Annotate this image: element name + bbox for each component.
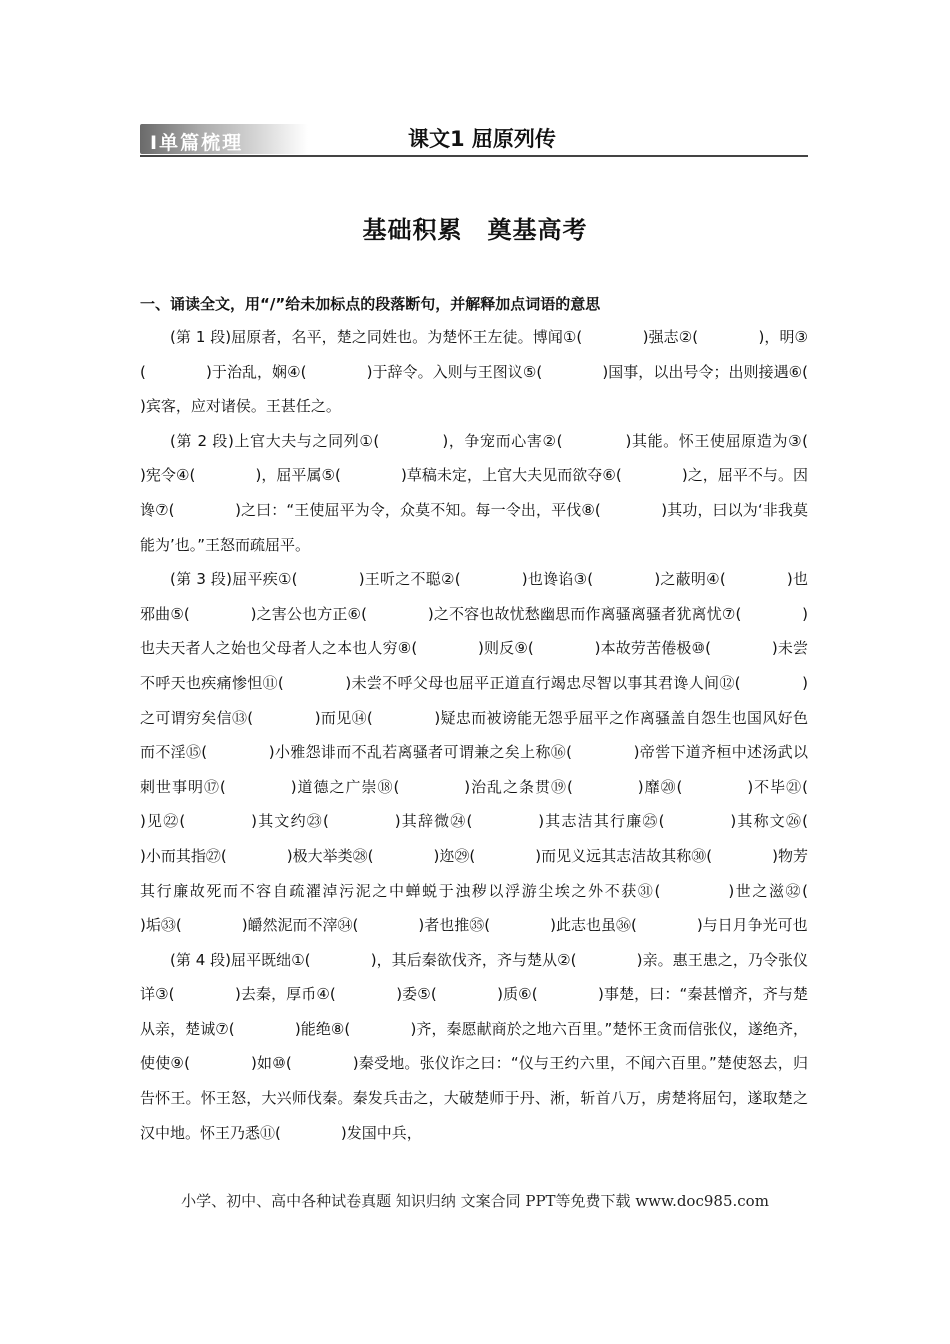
section-badge bbox=[140, 124, 308, 154]
paragraph-1: (第 1 段)屈原者，名平，楚之同姓也。为楚怀王左徒。博闻①( )强志②( )，明③( )于治乱，娴④( )于辞令。入则与王图议⑤( )国事，以出号令；出则接遇⑥( )宾客，应对诸侯。王甚任之。 bbox=[140, 328, 869, 416]
page-header bbox=[140, 122, 808, 156]
section-title: 基础积累 奠基高考 bbox=[362, 216, 588, 244]
exercise-content bbox=[140, 292, 869, 1150]
instruction-text: 一、诵读全文，用“/”给未加标点的段落断句，并解释加点词语的意思 bbox=[140, 295, 601, 313]
header-rule bbox=[140, 155, 808, 157]
badge-label: Ⅰ单篇梳理 bbox=[150, 132, 244, 154]
paragraph-2: (第 2 段)上官大夫与之同列①( )，争宠而心害②( )其能。怀王使屈原造为③( )宪令④( )，屈平属⑤( )草稿未定，上官大夫见而欲夺⑥( )之，屈平不与。因谗⑦( )之曰：“王使屈平为令，众莫不知。每一令出，平伐⑧( )其功，曰以为‘非我莫能为’也。”王怒而疏屈平。 bbox=[140, 431, 869, 554]
lesson-title: 课文1 屈原列传 bbox=[408, 127, 556, 151]
paragraph-4: (第 4 段)屈平既绌①( )，其后秦欲伐齐，齐与楚从②( )亲。惠王患之，乃令张仪详③( )去秦，厚币④( )委⑤( )质⑥( )事楚，曰：“秦甚憎齐，齐与楚从亲，楚诚⑦( )能绝⑧( )齐，秦愿献商於之地六百里。”楚怀王贪而信张仪，遂绝齐，使使⑨( )如⑩( )秦受地。张仪诈之曰：“仪与王约六里，不闻六百里。”楚使怒去，归告怀王。怀王怒，大兴师伐秦。秦发兵击之，大破楚师于丹、淅，斩首八万，虏楚将屈匄，遂取楚之汉中地。怀王乃悉⑪( )发国中兵， bbox=[140, 950, 808, 1142]
page-footer: 小学、初中、高中各种试卷真题 知识归纳 文案合同 PPT等免费下载 www.doc985.com bbox=[181, 1192, 769, 1210]
paragraph-3: (第 3 段)屈平疾①( )王听之不聪②( )也谗谄③( )之蔽明④( )也邪曲⑤( )之害公也方正⑥( )之不容也故忧愁幽思而作离骚离骚者犹离忧⑦( )也夫天者人之始也父母者人之本也人穷⑧( )则反⑨( )本故劳苦倦极⑩( )未尝不呼天也疾痛惨怛⑪( )未尝不呼父母也屈平正道直行竭忠尽智以事其君谗人间⑫( )之可谓穷矣信⑬( )而见⑭( )疑忠而被谤能无怨乎屈平之作离骚盖自怨生也国风好色而不淫⑮( )小雅怨诽而不乱若离骚者可谓兼之矣上称⑯( )帝喾下道齐桓中述汤武以刺世事明⑰( )道德之广崇⑱( )治乱之条贯⑲( )靡⑳( )不毕㉑( )见㉒( )其文约㉓( )其辞微㉔( )其志洁其行廉㉕( )其称文㉖( )小而其指㉗( )极大举类㉘( )迩㉙( )而见义远其志洁故其称㉚( )物芳其行廉故死而不容自疏濯淖污泥之中蝉蜕于浊秽以浮游尘埃之外不获㉛( )世之滋㉜( )垢㉝( )皭然泥而不滓㉞( )者也推㉟( )此志也虽㊱( )与日月争光可也 bbox=[140, 570, 869, 935]
